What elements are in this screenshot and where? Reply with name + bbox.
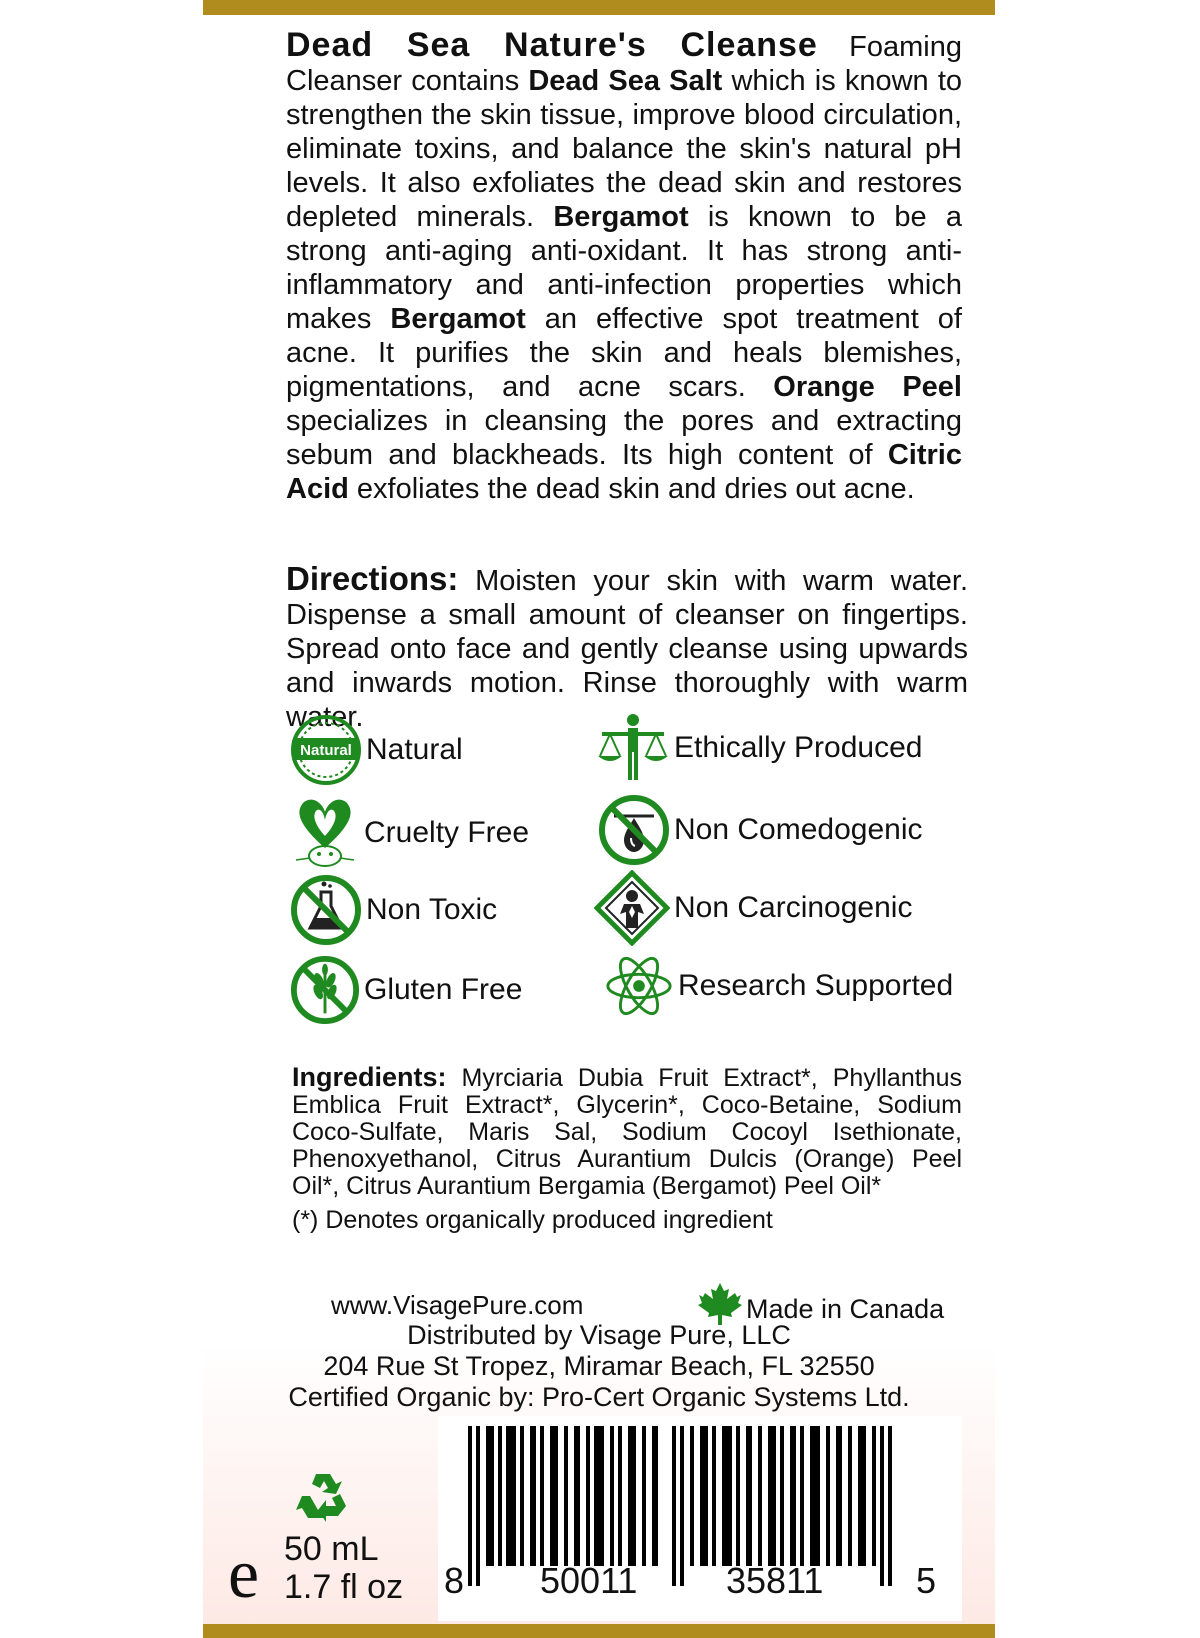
badge-non-comedogenic bbox=[598, 794, 922, 866]
top-gold-band bbox=[203, 0, 995, 15]
badge-label: Ethically Produced bbox=[674, 731, 923, 764]
no-oil-drop-icon bbox=[598, 794, 670, 866]
badge-non-toxic bbox=[290, 874, 497, 946]
bottom-gold-band bbox=[203, 1624, 995, 1638]
ingredients-heading: Ingredients: bbox=[292, 1062, 447, 1092]
ingredients-list bbox=[292, 1064, 962, 1200]
website-url: www.VisagePure.com bbox=[331, 1290, 584, 1320]
product-name: Dead Sea Nature's Cleanse bbox=[286, 26, 818, 64]
directions-text: Moisten your skin with warm water. Dispense a small amount of cleanser on fingertips. Spread onto face and gently cleanse using upwards and inwards motion. Rinse thoroughly with warm water. bbox=[286, 565, 968, 733]
badge-research-supported bbox=[604, 950, 953, 1022]
badge-ethically-produced bbox=[596, 712, 922, 784]
maple-leaf-icon bbox=[697, 1281, 743, 1325]
natural-seal-icon bbox=[290, 714, 362, 786]
ingredients-text: Myrciaria Dubia Fruit Extract*, Phyllanthus Emblica Fruit Extract*, Glycerin*, Coco-Betaine, Sodium Coco-Sulfate, Maris Sal, Sodium Cocoyl Isethionate, Phenoxyethanol, Citrus Aurantium Dulcis (Orange) Peel Oil*, Citrus Aurantium Bergamia (Bergamot) Peel Oil* bbox=[292, 1064, 962, 1200]
ingredient-highlight: Citric Acid bbox=[286, 439, 962, 505]
barcode-digit: 50011 bbox=[540, 1560, 638, 1601]
directions bbox=[286, 562, 968, 734]
badge-label: Cruelty Free bbox=[364, 816, 530, 849]
certification: Certified Organic by: Pro-Cert Organic Systems Ltd. bbox=[288, 1382, 910, 1412]
directions-heading: Directions: bbox=[286, 560, 459, 597]
barcode-digit: 5 bbox=[916, 1560, 937, 1601]
volume-imperial: 1.7 fl oz bbox=[284, 1568, 404, 1606]
badge-natural bbox=[290, 714, 463, 786]
made-in-canada bbox=[697, 1280, 944, 1325]
volume-metric: 50 mL bbox=[284, 1530, 379, 1568]
badge-gluten-free bbox=[290, 954, 522, 1026]
volume bbox=[284, 1530, 403, 1606]
scales-person-icon bbox=[596, 712, 670, 784]
estimated-sign: e bbox=[228, 1536, 260, 1613]
badge-label: Non Carcinogenic bbox=[674, 891, 913, 924]
badge-non-carcinogenic bbox=[594, 870, 912, 946]
barcode-digit: 35811 bbox=[726, 1560, 824, 1601]
distributor: Distributed by Visage Pure, LLC bbox=[407, 1320, 791, 1350]
barcode-digit: 8 bbox=[444, 1560, 465, 1601]
recycle-icon bbox=[296, 1470, 350, 1524]
barcode-bars bbox=[438, 1416, 962, 1621]
badge-label: Research Supported bbox=[678, 969, 954, 1002]
ingredient-highlight: Dead Sea Salt bbox=[528, 65, 723, 97]
badge-label: Natural bbox=[366, 733, 463, 766]
made-in-label: Made in Canada bbox=[746, 1294, 945, 1324]
badge-label: Gluten Free bbox=[364, 973, 523, 1006]
health-hazard-icon bbox=[594, 870, 670, 946]
badge-label: Non Toxic bbox=[366, 893, 498, 926]
address: 204 Rue St Tropez, Miramar Beach, FL 32550 bbox=[323, 1351, 875, 1381]
ingredient-highlight: Bergamot bbox=[553, 201, 689, 233]
atom-icon bbox=[604, 950, 674, 1022]
no-flask-icon bbox=[290, 874, 362, 946]
organic-note: (*) Denotes organically produced ingredient bbox=[292, 1206, 773, 1234]
badge-cruelty-free bbox=[290, 796, 529, 870]
barcode bbox=[438, 1416, 962, 1621]
svg-text:Natural: Natural bbox=[300, 742, 352, 759]
bunny-heart-icon bbox=[290, 796, 360, 870]
ingredient-highlight: Bergamot bbox=[390, 303, 526, 335]
no-wheat-icon bbox=[290, 954, 360, 1026]
ingredient-highlight: Orange Peel bbox=[773, 371, 962, 403]
badge-label: Non Comedogenic bbox=[674, 813, 923, 846]
product-description: Dead Sea Nature's Cleanse Foaming Cleanser contains Dead Sea Salt which is known to strengthen the skin tissue, improve blood circulation, eliminate toxins, and balance the skin's natural pH levels. It also exfoliates the dead skin and restores depleted minerals. Bergamot is known to be a strong anti-aging anti-oxidant. It has strong anti-inflammatory and anti-infection properties which makes Bergamot an effective spot treatment of acne. It purifies the skin and heals blemishes, pigmentations, and acne scars. Orange Peel specializes in cleansing the pores and extracting sebum and blackheads. Its high content of Citric Acid exfoliates the dead skin and dries out acne. bbox=[286, 26, 962, 505]
